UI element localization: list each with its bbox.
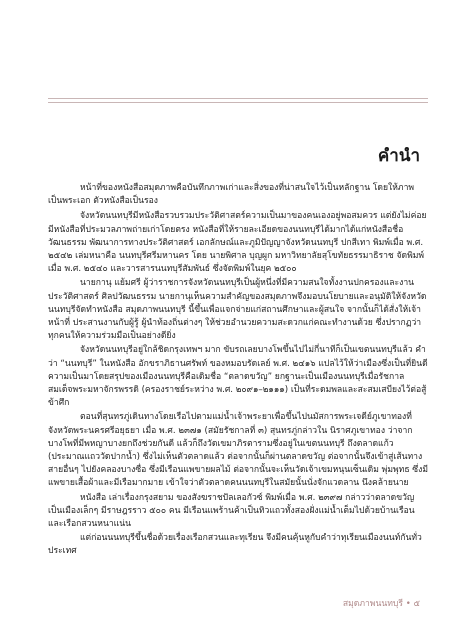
paragraph-5: ตอนที่สุนทรภู่เดินทางโดยเรือไปตามแม่น้ำเจ้าพระยาเพื่อขึ้นไปนมัสการพระเจดีย์ภูเขาทองที่จังหวัดพระนครศรีอยุธยา เมื่อ พ.ศ. ๒๓๗๑ (สมัยรัชกาลที่ ๓) สุนทรภู่กล่าวใน นิราศภูเขาทอง ว่าจากบางโพที่มีพหญาบางยกถึงช่วยกันดี แล้วก็ถึงวัดเขมาภิรตารามซึ่งอยู่ในเขตนนทบุรี ถึงตลาดแก้ว (ประมาณแถววัดปากน้ำ) ซึ่งไม่เห็นตัวตลาดแล้ว ต่อจากนั้นก็ผ่านตลาดขวัญ ต่อจากนั้นจึงเข้าสู่เส้นทางสายอื่นๆ ไปยังคลองบางซื่อ ซึ่งมีเรือนแพขายผลไม้ ต่อจากนั้นจะเห็นวัดเจ้าเขมหนุนเซ็นเดิม พุ่มพุทธ ซึ่งมีแพขายเสื้อผ้าและมีเรือมากมาย เข้าใจว่าตัวตลาดคนนนทบุรีในสมัยนั้นนั่งจักแวดลาน นึงคล้ายนาย xyxy=(48,412,428,489)
paragraph-3: นายกานุ แย้มศรี ผู้ว่าราชการจังหวัดนนทบุรีเป็นผู้หนึ่งที่มีความสนใจทั้งงานปกครองและงานประวัติศาสตร์ ศิลปวัฒนธรรม นายกานุเห็นความสำคัญของสมุดภาพจึงมอบนโยบายและอนุมัติให้จังหวัดนนทบุรีจัดทำหนังสือ สมุดภาพนนทบุรี นี้ขึ้นเพื่อแจกจ่ายแก่สถานศึกษาและผู้สนใจ จากนั้นก็ได้สั่งให้เจ้าหน้าที่ ประสานงานกับผู้รู้ ผู้นำท้องถิ่นต่างๆ ให้ช่วยอำนวยความสะดวกแก่คณะทำงานด้วย ซึ่งปรากฏว่าทุกคนให้ความร่วมมือเป็นอย่างดียิ่ง xyxy=(48,278,427,342)
paragraph-4: จังหวัดนนทบุรีอยู่ใกล้ชิดกรุงเทพฯ มาก ขับรถเลยบางโพขึ้นไปไม่กี่นาทีก็เป็นเขตนนทบุรีแล้ว คำว่า “นนทบุรี” ในหนังสือ อักขราภิธานศรัพท์ ของหมอบรัดเลย์ พ.ศ. ๒๔๑๖ แปลไว้ให้ว่าเมืองซึ่งเป็นที่ยินดี ความเป็นมาโดยสรุปของเมืองนนทบุรีคือเดิมชื่อ “ตลาดขวัญ” ยกฐานะเป็นเมืองนนทบุรีเมื่อรัชกาลสมเด็จพระมหาจักรพรรดิ (ครองราชย์ระหว่าง พ.ศ. ๒๐๙๑–๒๑๑๑) เป็นที่ระดมพลและสะสมเสบียงไว้ต่อสู้ข้าศึก xyxy=(48,345,428,409)
page-footer: สมุดภาพนนทบุรี • ๕ xyxy=(342,599,420,609)
header-rule xyxy=(48,98,428,99)
paragraph-2: จังหวัดนนทบุรีมีหนังสือรวบรวมประวัติศาสตร์ความเป็นมาของคนเองอยู่พอสมควร แต่ยังไม่ค่อยมีหนังสือที่ประมวลภาพถ่ายเก่าโดยตรง หนังสือที่ให้รายละเอียดของนนทบุรีได้มากได้แก่หนังสือชื่อ วัฒนธรรม พัฒนาการทางประวัติศาสตร์ เอกลักษณ์และภูมิปัญญาจังหวัดนนทบุรี ปกสีเทา พิมพ์เมื่อ พ.ศ. ๒๕๔๒ เล่มหนาคือ นนทบุรีศรีมหานคร โดย นายพิศาล บุญผูก มหาวิทยาลัยสุโขทัยธรรมาธิราช จัดพิมพ์เมื่อ พ.ศ. ๒๕๔๐ และวารสารนนทบุรีสัมพันธ์ ซึ่งจัดพิมพ์ในยุค ๒๕๐๐ xyxy=(48,211,427,275)
page-title: คำนำ xyxy=(377,146,420,166)
header-rule-2 xyxy=(48,102,428,103)
paragraph-7: แต่ก่อนนนทบุรีขึ้นชื่อด้วยเรื่องเรือกสวนและทุเรียน จึงมีคนคุ้นหูกับคำว่าทุเรียนเมืองนนท์กันทั่วประเทศ xyxy=(48,533,422,557)
body-text xyxy=(48,182,428,560)
paragraph-6: หนังสือ เล่าเรื่องกรุงสยาม ของสังฆราชปัลเลอกัวซ์ พิมพ์เมื่อ พ.ศ. ๒๓๙๗ กล่าวว่าตลาดขวัญเป็นเมืองเล็กๆ มีราษฎรราว ๕๐๐ คน มีเรือนแพร้านค้าเป็นทิวแถวทั้งสองฝั่งแม่น้ำเต็มไปด้วยบ้านเรือนและเรือกสวนหนาแน่น xyxy=(48,492,415,530)
paragraph-1: หน้าที่ของหนังสือสมุดภาพคือบันทึกภาพเก่าและสิ่งของที่น่าสนใจไว้เป็นหลักฐาน โดยให้ภาพเป็นพระเอก ตัวหนังสือเป็นรอง xyxy=(48,183,415,207)
